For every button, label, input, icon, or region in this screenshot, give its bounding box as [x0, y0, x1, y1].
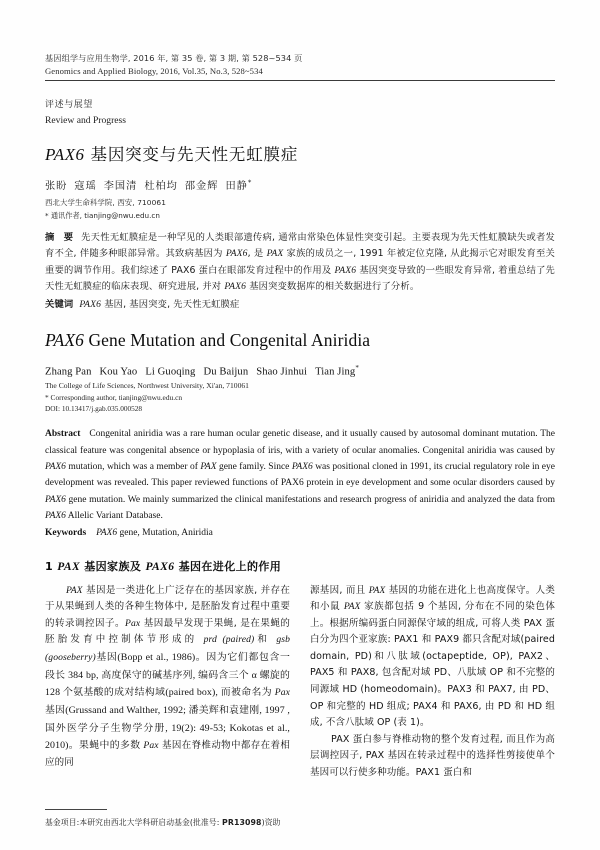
footnote-label: 基金项目:	[45, 818, 80, 827]
section-1-gene-2: PAX6	[145, 560, 175, 573]
body-left-gsb: gsb (gooseberry)	[45, 634, 290, 664]
abstract-cn-gene-4: PAX6	[224, 281, 247, 293]
title-english-gene: PAX6	[45, 329, 84, 350]
body-right-gene-2: PAX	[343, 601, 361, 613]
author-cn-1: 张盼	[45, 181, 68, 193]
author-en-6: Tian Jing	[315, 366, 356, 378]
footnote-text	[45, 817, 555, 828]
keywords-en-gene: PAX6	[96, 528, 118, 539]
body-columns	[45, 583, 555, 782]
body-right-a: 源基因, 而且	[310, 584, 369, 596]
author-cn-2: 寇瑶	[74, 181, 97, 193]
author-cn-3: 李国清	[103, 181, 138, 193]
body-left-prd: prd (paired)	[203, 634, 255, 646]
body-left-d: 基因(Bopp et al., 1986)。因为它们都包含一段长 384 bp, 高度保守的碱基序列, 编码含三个 α 螺旋的 128 个氨基酸的成对结构域(paired box), 而被命名为	[45, 652, 290, 699]
body-left-c: 和	[254, 634, 277, 646]
body-left-gene-4: Pax	[143, 740, 159, 752]
abstract-english	[45, 426, 555, 524]
abstract-cn-t1: 先天性无虹膜症是一种罕见的人类眼部遗传病, 通常由常染色体显性突变引起。主要表现为先天性虹膜缺失或者发育不全, 伴随多种眼部异常。其致病基因为	[45, 232, 555, 260]
keywords-chinese	[45, 297, 555, 313]
abstract-en-t4: was positional cloned in 1991, its crucial regulatory role in eye development was revealed. This paper reviewed functions of PAX6 protein in eye development and some ocular disorders caused by	[45, 462, 555, 489]
correspondence-english: * Corresponding author, tianjing@nwu.edu.cn	[45, 393, 183, 403]
abstract-cn-t3: 家族的成员之一, 1991 年被定位克隆, 从此揭示它对眼发育至关重要的调节作用。我们综述了 PAX6 蛋白在眼部发育过程中的作用及	[45, 248, 555, 276]
body-right-b: 基因的功能在进化上也高度保守。人类和小鼠	[310, 584, 555, 613]
footnote-rule	[45, 809, 107, 810]
abstract-english-label: Abstract	[45, 429, 81, 440]
abstract-en-gene-1: PAX6	[45, 462, 66, 473]
author-cn-6: 田静	[225, 181, 248, 193]
corresponding-marker-cn: *	[247, 178, 253, 187]
title-english-rest: Gene Mutation and Congenital Aniridia	[83, 329, 371, 350]
abstract-cn-gene-2: PAX	[266, 248, 284, 260]
body-column-right	[310, 583, 555, 782]
authors-english	[45, 364, 555, 378]
abstract-en-t5: gene mutation. We mainly summarized the clinical manifestations and research progress of aniridia and analyzed the data from	[65, 494, 555, 505]
body-right-gene-1: PAX	[368, 584, 386, 596]
keywords-english	[45, 525, 555, 541]
affiliation-english: The College of Life Sciences, Northwest University, Xi'an, 710061	[45, 381, 249, 391]
keywords-english-label: Keywords	[45, 528, 87, 539]
abstract-en-t6: Allelic Variant Database.	[65, 511, 163, 522]
body-left-e: 基因(Grussand and Walther, 1992; 潘美辉和袁建刚, 1997 , 国外医学分子生物学分册, 19(2): 49-53; Kokotas et al., 2010)。果蝇中的多数	[45, 705, 290, 752]
body-left-f: 基因在脊椎动物中都存在着相应的同	[45, 740, 290, 768]
running-head	[45, 52, 555, 81]
author-en-5: Shao Jinhui	[256, 366, 308, 378]
author-en-2: Kou Yao	[99, 366, 138, 378]
footnote-grant-number: PR13098	[222, 818, 262, 827]
author-cn-4: 杜柏均	[144, 181, 178, 193]
correspondence-chinese: * 通讯作者, tianjing@nwu.edu.cn	[45, 211, 160, 221]
doi-line[interactable]: DOI: 10.13417/j.gab.035.000528	[45, 404, 143, 414]
abstract-cn-gene-1: PAX6	[225, 248, 248, 260]
abstract-en-gene-3: PAX6	[291, 462, 313, 473]
title-english	[45, 330, 555, 351]
abstract-en-gene-2: PAX	[200, 462, 217, 473]
abstract-chinese	[45, 230, 555, 295]
abstract-en-gene-4: PAX6	[45, 494, 66, 505]
title-chinese-gene: PAX6	[45, 145, 85, 165]
body-paragraph-left-1	[45, 583, 290, 772]
section-1-number: 1	[45, 559, 54, 573]
section-1-tail: 基因在进化上的作用	[174, 559, 282, 573]
corresponding-marker-en: *	[355, 363, 359, 372]
keywords-cn-text: 基因, 基因突变, 先天性无虹膜症	[101, 298, 240, 310]
kicker-chinese: 评述与展望	[45, 100, 94, 111]
title-chinese-rest: 基因突变与先天性无虹膜症	[84, 145, 299, 165]
footnote-text-b: )资助	[261, 818, 281, 827]
body-left-b: 基因最早发现于果蝇, 是在果蝇的胚胎发育中控制体节形成的	[45, 617, 290, 646]
title-chinese	[45, 141, 555, 165]
kicker-english: Review and Progress	[45, 114, 126, 126]
abstract-chinese-label: 摘 要	[45, 232, 77, 244]
abstract-en-t2: mutation, which was a member of	[65, 462, 201, 473]
abstract-cn-t5: 基因突变数据库的相关数据进行了分析。	[246, 281, 420, 293]
body-left-gene-2: Pax	[125, 617, 141, 629]
body-left-gene-3: Pax	[274, 687, 290, 699]
keywords-en-text: gene, Mutation, Aniridia	[117, 528, 213, 539]
section-1-heading	[45, 558, 555, 574]
abstract-cn-gene-3: PAX6	[334, 264, 357, 276]
abstract-cn-t4: 基因突变导致的一些眼发育异常, 着重总结了先天性无虹膜症的临床表现、研究进展, 并对	[45, 264, 555, 293]
section-1-mid: 基因家族及	[80, 559, 146, 573]
author-en-1: Zhang Pan	[45, 366, 92, 378]
section-1-gene-1: PAX	[57, 560, 81, 573]
abstract-en-t3: gene family. Since	[216, 462, 292, 473]
abstract-en-gene-5: PAX6	[45, 511, 66, 522]
running-head-english: Genomics and Applied Biology, 2016, Vol.35, No.3, 528~534	[45, 65, 263, 76]
abstract-cn-t2: , 是	[247, 248, 267, 260]
author-cn-5: 邵金辉	[184, 181, 219, 193]
body-right-paragraph-2: PAX 蛋白参与脊椎动物的整个发育过程, 而且作为高层调控因子, PAX 基因在转录过程中的选择性剪接使单个基因可以行使多种功能。PAX1 蛋白和	[310, 733, 555, 778]
affiliation-chinese: 西北大学生命科学院, 西安, 710061	[45, 198, 167, 208]
body-left-a: 基因是一类进化上广泛存在的基因家族, 并存在于从果蝇到人类的各种生物体中, 是胚胎发育过程中重要的转录调控因子。	[45, 584, 290, 629]
body-right-c: 家族都包括 9 个基因, 分布在不同的染色体上。根据所编码蛋白同源保守域的组成, 可将人类 PAX 蛋白分为四个亚家族: PAX1 和 PAX9 都只含配对域(paired domain, PD)和八肽域(octapeptide, OP), PAX2、PAX5 和 PAX8, 包含配对域 PD、八肽域 OP 和不完整的同源域 HD (homeodomain)。PAX3 和 PAX7, 由 PD、OP 和完整的 HD 组成; PAX4 和 PAX6, 由 PD 和 HD 组成, 不含八肽域 OP (表 1)。	[310, 601, 556, 729]
author-en-3: Li Guoqing	[145, 366, 196, 378]
body-column-left	[45, 583, 290, 782]
authors-chinese	[45, 177, 555, 192]
body-paragraph-right-1	[310, 583, 555, 782]
running-head-rule	[45, 80, 555, 81]
keywords-chinese-label: 关键词	[45, 298, 74, 310]
funding-footnote	[45, 809, 555, 828]
body-left-gene-1: PAX	[66, 584, 83, 596]
running-head-chinese: 基因组学与应用生物学, 2016 年, 第 35 卷, 第 3 期, 第 528~534 页	[45, 53, 303, 63]
article-type-kicker	[45, 98, 555, 128]
abstract-en-t1: Congenital aniridia was a rare human ocular genetic disease, and it usually caused by autosomal dominant mutation. The classical feature was congenital absence or hypoplasia of iris, with a variety of ocular anomalies. Congenital aniridia was caused by	[45, 429, 555, 456]
footnote-text-a: 本研究由西北大学科研启动基金(批准号:	[79, 818, 223, 827]
keywords-cn-gene: PAX6	[79, 298, 102, 310]
author-en-4: Du Baijun	[203, 366, 249, 378]
